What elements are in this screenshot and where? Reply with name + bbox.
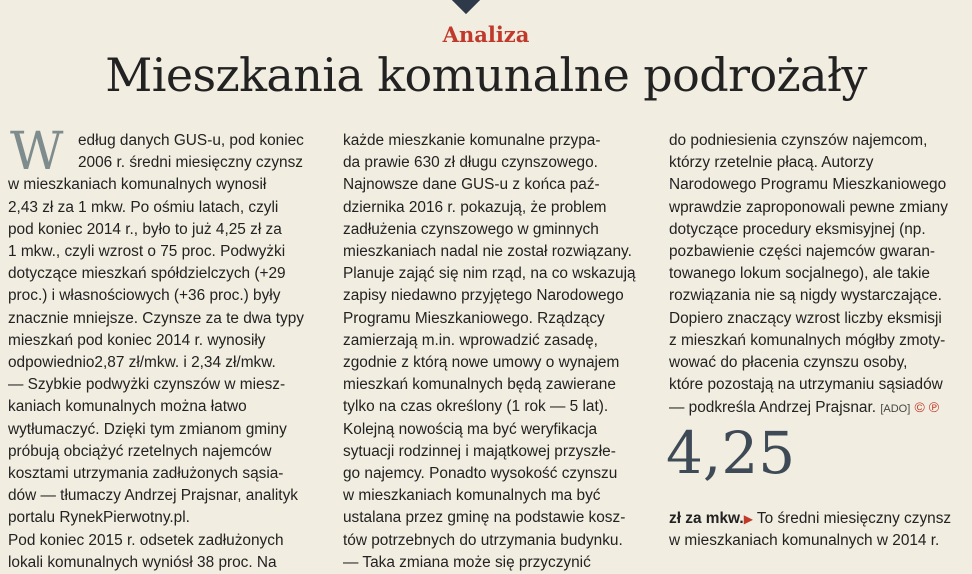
text-line: dów — tłumaczy Andrzej Prajsnar, analityk xyxy=(8,487,298,505)
copyright-icon: © ℗ xyxy=(914,399,940,416)
section-marker xyxy=(452,0,480,14)
text-line: Narodowego Programu Mieszkaniowego xyxy=(669,176,947,194)
text-line: Programu Mieszkaniowego. Rządzący xyxy=(343,309,605,327)
section-kicker: Analiza xyxy=(442,22,530,47)
article-column-2 xyxy=(343,130,638,574)
text-line: wować do płacenia czynszu osoby, xyxy=(669,354,908,372)
text-line: 2,43 zł za 1 mkw. Po ośmiu latach, czyli xyxy=(8,198,279,216)
text-line: próbują obciążyć rzetelnych najemców xyxy=(8,442,272,460)
text-line: proc.) i własnościowych (+36 proc.) były xyxy=(8,287,281,305)
stat-unit: zł za mkw. xyxy=(669,510,744,527)
text-line: rozwiązania nie są nigdy wystarczające. xyxy=(669,287,942,305)
text-line: z mieszkań komunalnych mógłby zmoty- xyxy=(669,331,946,349)
article-headline: Mieszkania komunalne podrożały xyxy=(105,48,867,102)
text-line: zamierzają m.in. wprowadzić zasadę, xyxy=(343,331,598,349)
text-line: mieszkań pod koniec 2014 r. wynosiły xyxy=(8,331,266,349)
text-line: kosztami utrzymania zadłużonych sąsia- xyxy=(8,465,284,483)
text-line: dotyczące mieszkań spółdzielczych (+29 xyxy=(8,265,286,283)
text-line: 1 mkw., czyli wzrost o 75 proc. Podwyżki xyxy=(8,243,286,261)
text-line: mieszkaniach nadal nie został rozwiązany. xyxy=(343,243,632,261)
text-line: kaniach komunalnych można łatwo xyxy=(8,398,247,416)
text-line: dziernika 2016 r. pokazują, że problem xyxy=(343,198,607,216)
text-line: dotyczące procedury eksmisyjnej (np. xyxy=(669,220,926,238)
article-column-3 xyxy=(669,130,965,421)
text-line: go najemcy. Ponadto wysokość czynszu xyxy=(343,465,618,483)
text-line: wprawdzie zaproponowali pewne zmiany xyxy=(669,198,948,216)
text-line: w mieszkaniach komunalnych ma być xyxy=(343,487,601,505)
stat-text-1: To średni miesięczny czynsz xyxy=(752,510,952,527)
text-line: zgodnie z którą nowe umowy o wynajem xyxy=(343,354,620,372)
text-line: które pozostają na utrzymaniu sąsiadów xyxy=(669,376,943,394)
text-line: 2006 r. średni miesięczny czynsz xyxy=(78,154,303,172)
drop-cap: W xyxy=(10,122,64,182)
text-line: odpowiednio2,87 zł/mkw. i 2,34 zł/mkw. xyxy=(8,354,276,372)
text-line: zapisy niedawno przyjętego Narodowego xyxy=(343,287,624,305)
text-line: znacznie mniejsze. Czynsze za te dwa typy xyxy=(8,309,304,327)
text-line: pozbawienie części najemców gwaran- xyxy=(669,243,936,261)
text-line: mieszkań komunalnych będą zawierane xyxy=(343,376,616,394)
highlight-number: 4,25 xyxy=(666,419,796,487)
text-line: tylko na czas określony (1 rok — 5 lat). xyxy=(343,398,609,416)
closing-quote: — podkreśla Andrzej Prajsnar. xyxy=(669,399,877,417)
text-line: portalu RynekPierwotny.pl. xyxy=(8,509,190,527)
text-line: którzy rzetelnie płacą. Autorzy xyxy=(669,154,874,172)
text-line: — Taka zmiana może się przyczynić xyxy=(343,553,591,571)
stat-text-2: w mieszkaniach komunalnych w 2014 r. xyxy=(669,532,940,550)
text-line: sytuacji rodzinnej i majątkowej przyszłe- xyxy=(343,442,616,460)
text-line: Pod koniec 2015 r. odsetek zadłużonych xyxy=(8,531,284,549)
text-line: tów potrzebnych do utrzymania budynku. xyxy=(343,531,623,549)
text-line: pod koniec 2014 r., było to już 4,25 zł za xyxy=(8,220,282,238)
arrow-icon: ▶ xyxy=(743,512,753,526)
text-line: edług danych GUS-u, pod koniec xyxy=(78,132,304,149)
author-signature: [ADO] xyxy=(880,403,911,416)
text-line: Planuje zająć się nim rząd, na co wskazują xyxy=(343,265,636,283)
article-column-1 xyxy=(8,122,308,574)
text-line: towanego lokum socjalnego), ale takie xyxy=(669,265,930,283)
text-line: Dopiero znaczący wzrost liczby eksmisji xyxy=(669,309,942,327)
text-line: wytłumaczyć. Dzięki tym zmianom gminy xyxy=(8,420,287,438)
text-line: zadłużenia czynszowego w gminnych xyxy=(343,220,599,238)
text-line: — Szybkie podwyżki czynszów w miesz- xyxy=(8,376,286,394)
text-line: Najnowsze dane GUS-u z końca paź- xyxy=(343,176,600,194)
highlight-caption xyxy=(669,508,969,552)
text-line: do podniesienia czynszów najemcom, xyxy=(669,132,928,149)
text-line: każde mieszkanie komunalne przypa- xyxy=(343,132,601,149)
text-line: lokali komunalnych wyniósł 38 proc. Na xyxy=(8,553,277,571)
text-line: w mieszkaniach komunalnych wynosił xyxy=(8,176,267,194)
text-line: Kolejną nowością ma być weryfikacja xyxy=(343,420,598,438)
text-line xyxy=(669,396,965,420)
text-line: da prawie 630 zł długu czynszowego. xyxy=(343,154,598,172)
text-line: ustalana przez gminę na podstawie kosz- xyxy=(343,509,626,527)
